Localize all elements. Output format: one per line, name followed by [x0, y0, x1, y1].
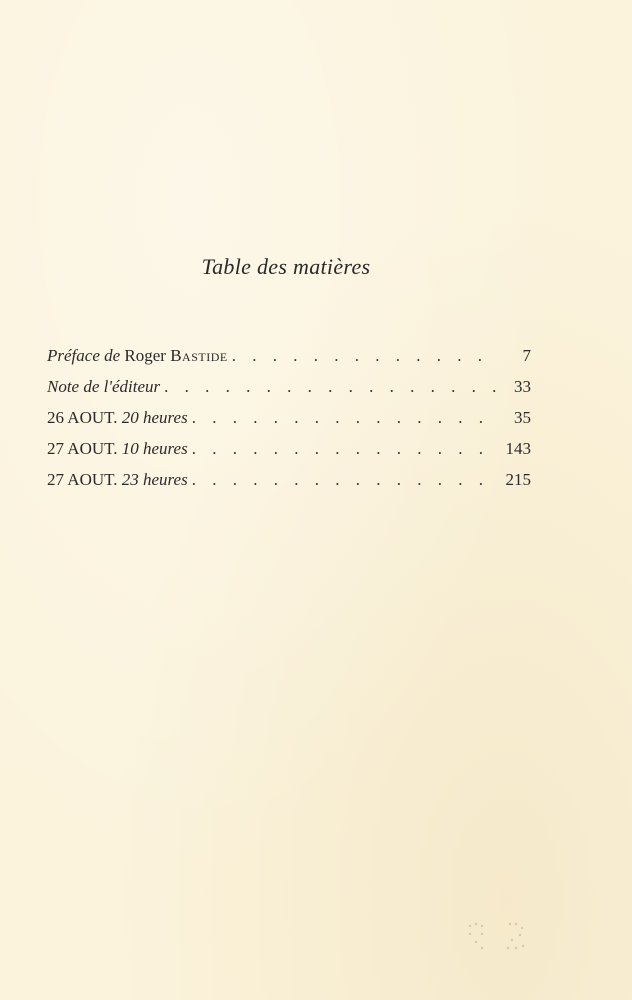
toc-page-number: 7 [522, 346, 531, 365]
toc-entry-preface[interactable] [47, 346, 531, 377]
toc-entry-26-aout[interactable] [47, 408, 531, 439]
toc-entry-27-aout-23h[interactable] [47, 470, 531, 501]
toc-entry-title: Note de l'éditeur [47, 377, 161, 396]
toc-entry-title [47, 346, 228, 366]
toc-entry-author: Roger [124, 346, 171, 365]
dot-leader [164, 377, 497, 397]
toc-page-number: 215 [505, 470, 531, 489]
toc-entry-author-surname: Bastide [170, 346, 228, 365]
toc-entry-time: 10 heures [121, 439, 188, 458]
toc-page-number: 143 [505, 439, 531, 458]
toc-entry-date: 27 AOUT. [47, 439, 122, 458]
toc-page-number: 35 [514, 408, 531, 427]
dot-leader [192, 439, 497, 459]
perforation-stamp-mark [466, 920, 532, 952]
toc-entry-date: 27 AOUT. [47, 470, 122, 489]
toc-entry-note[interactable] [47, 377, 531, 408]
toc-entry-27-aout-10h[interactable] [47, 439, 531, 470]
toc-page-number: 33 [514, 377, 531, 396]
toc-entry-title [47, 439, 188, 459]
toc-entry-time: 20 heures [121, 408, 188, 427]
toc-entry-prefix: Préface de [47, 346, 121, 365]
toc-entry-date: 26 AOUT. [47, 408, 122, 427]
dot-leader [192, 470, 497, 490]
toc-title: Table des matières [201, 254, 371, 279]
toc-entry-time: 23 heures [121, 470, 188, 489]
toc-entry-title [47, 408, 188, 428]
table-of-contents [47, 346, 531, 501]
dot-leader [192, 408, 497, 428]
dot-leader [232, 346, 497, 366]
toc-entry-title [47, 470, 188, 490]
